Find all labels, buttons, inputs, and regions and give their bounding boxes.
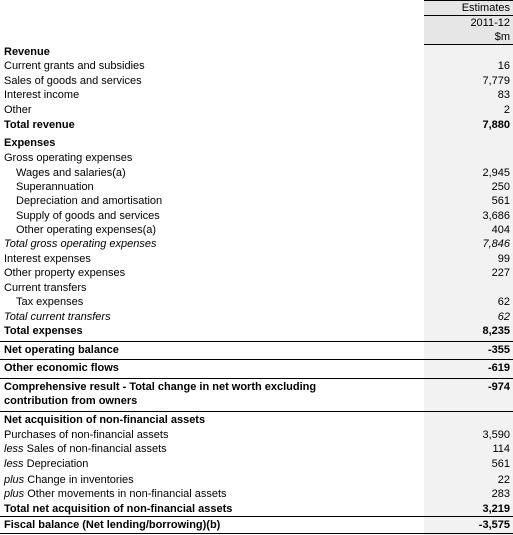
table-row <box>0 209 513 224</box>
row-label-text: Sales of non-financial assets <box>23 443 167 455</box>
row-label: Total expenses <box>4 325 83 337</box>
row-value: -619 <box>487 362 510 374</box>
row-divider <box>0 359 513 360</box>
row-label <box>4 473 134 488</box>
row-label: Interest income <box>4 89 80 101</box>
table-row <box>0 380 513 410</box>
table-row <box>0 223 513 238</box>
table-row <box>0 59 513 74</box>
row-label-text: Change in inventories <box>24 474 134 486</box>
row-value: 227 <box>491 267 510 279</box>
table-row <box>0 45 513 60</box>
row-divider <box>0 516 513 517</box>
row-value: 561 <box>491 458 510 470</box>
row-value: -974 <box>487 381 510 393</box>
row-value: 83 <box>497 89 510 101</box>
table-row <box>0 237 513 252</box>
row-label: Other economic flows <box>4 362 119 374</box>
row-label <box>4 457 88 472</box>
row-label: Expenses <box>4 137 56 149</box>
table-row <box>0 151 513 166</box>
row-value: 250 <box>491 181 510 193</box>
row-value: 62 <box>497 296 510 308</box>
table-row <box>0 502 513 517</box>
row-label: Other <box>4 104 32 116</box>
table-row <box>0 518 513 533</box>
row-divider <box>0 411 513 412</box>
row-label: Revenue <box>4 46 50 58</box>
row-label-text: Other movements in non-financial assets <box>24 488 227 500</box>
row-value: 561 <box>491 195 510 207</box>
row-value: 3,590 <box>482 429 510 441</box>
row-label: Purchases of non-financial assets <box>4 429 169 441</box>
table-row <box>0 457 513 472</box>
row-value: 283 <box>491 488 510 500</box>
table-row <box>0 252 513 267</box>
row-label: Current transfers <box>4 282 87 294</box>
row-value: 3,686 <box>482 210 510 222</box>
row-label: Net operating balance <box>4 344 119 356</box>
table-row <box>0 88 513 103</box>
row-label-text: Depreciation <box>23 458 89 470</box>
table-row <box>0 487 513 502</box>
row-label-prefix: plus <box>4 488 25 500</box>
table-row <box>0 473 513 488</box>
table-row <box>0 281 513 296</box>
row-label <box>4 487 227 502</box>
row-label: Sales of goods and services <box>4 75 142 87</box>
row-value: 7,846 <box>482 238 510 250</box>
table-row <box>0 343 513 358</box>
header-year: 2011-12 <box>470 17 510 29</box>
row-value: 2,945 <box>482 167 510 179</box>
row-label: Other property expenses <box>4 267 126 279</box>
table-row <box>0 324 513 339</box>
row-label: Total gross operating expenses <box>4 238 157 250</box>
row-value: 114 <box>492 443 510 455</box>
row-label: Gross operating expenses <box>4 152 133 164</box>
row-label: Comprehensive result - Total change in net worth excluding contribution from owners <box>4 381 317 407</box>
row-value: 7,880 <box>482 119 510 131</box>
row-value: -355 <box>487 344 510 356</box>
row-label: Total net acquisition of non-financial assets <box>4 503 233 515</box>
table-row <box>0 413 513 428</box>
table-row <box>0 118 513 133</box>
row-value: 8,235 <box>482 325 510 337</box>
row-label: Total current transfers <box>4 311 111 323</box>
row-label-prefix: plus <box>4 474 25 486</box>
row-value: 2 <box>503 104 510 116</box>
header-estimates: Estimates <box>461 2 510 14</box>
row-label: Current grants and subsidies <box>4 60 145 72</box>
table-row <box>0 361 513 376</box>
row-label: Net acquisition of non-financial assets <box>4 414 206 426</box>
row-divider <box>0 533 513 534</box>
row-value: 7,779 <box>482 75 510 87</box>
row-label <box>4 442 167 457</box>
row-value: -3,575 <box>478 519 510 531</box>
row-value: 404 <box>491 224 510 236</box>
row-label-prefix: less <box>4 458 24 470</box>
table-row <box>0 295 513 310</box>
table-row <box>0 266 513 281</box>
row-label: Interest expenses <box>4 253 91 265</box>
row-label: Total revenue <box>4 119 75 131</box>
row-value: 22 <box>497 474 510 486</box>
row-value: 99 <box>497 253 510 265</box>
row-label-prefix: less <box>4 443 24 455</box>
row-divider <box>0 378 513 379</box>
row-label: Depreciation and amortisation <box>16 195 163 207</box>
table-row <box>0 103 513 118</box>
row-value: 62 <box>497 311 510 323</box>
table-row <box>0 428 513 443</box>
row-label: Tax expenses <box>16 296 84 308</box>
table-row <box>0 166 513 181</box>
row-label: Wages and salaries(a) <box>16 167 126 179</box>
header-unit: $m <box>494 31 510 43</box>
row-label: Supply of goods and services <box>16 210 160 222</box>
row-label: Superannuation <box>16 181 94 193</box>
row-label: Other operating expenses(a) <box>16 224 157 236</box>
table-row <box>0 136 513 151</box>
table-row <box>0 310 513 325</box>
table-row <box>0 180 513 195</box>
row-value: 3,219 <box>482 503 510 515</box>
table-row <box>0 74 513 89</box>
table-row <box>0 194 513 209</box>
row-divider <box>0 341 513 342</box>
table-row <box>0 442 513 457</box>
row-value: 16 <box>497 60 510 72</box>
row-label: Fiscal balance (Net lending/borrowing)(b) <box>4 519 221 531</box>
